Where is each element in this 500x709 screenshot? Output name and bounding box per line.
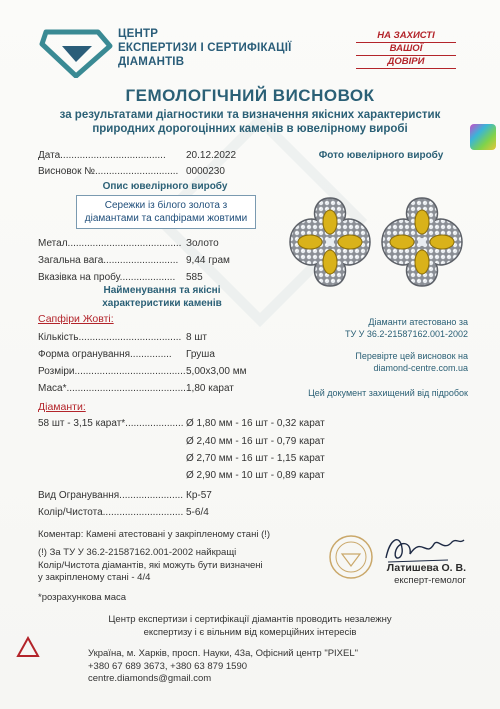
stones-heading: Найменування та якісні характеристики каменів — [102, 285, 222, 309]
photo-label: Фото ювелірного виробу — [318, 150, 444, 161]
signer-name: Латишева О. В. — [386, 562, 466, 574]
date-row — [0, 150, 260, 164]
weight-label: Загальна вага........................... — [38, 255, 179, 266]
signer-title: експерт-гемолог — [394, 575, 466, 586]
verify-link[interactable]: diamond-centre.com.ua — [373, 363, 468, 373]
footer-address: Україна, м. Харків, просп. Науки, 43а, Офісний центр "PIXEL" — [88, 648, 359, 659]
hologram-sticker — [470, 124, 496, 150]
probe-value: 585 — [186, 272, 203, 283]
weight-value: 9,44 грам — [186, 255, 230, 266]
sapphire-mass-row: Маса*........................................... 1,80 карат — [38, 383, 234, 394]
metal-label: Метал......................................... — [38, 238, 182, 249]
verify-note: Перевірте цей висновок на diamond-centre.com.ua — [268, 350, 468, 374]
metal-value: Золото — [186, 238, 219, 249]
footer-email[interactable]: centre.diamonds@gmail.com — [88, 673, 212, 684]
footnote: *розрахункова маса — [38, 592, 127, 603]
slogan: НА ЗАХИСТІ ВАШОЇ ДОВІРИ — [356, 30, 456, 69]
protected-note: Цей документ захищений від підробок — [308, 388, 468, 398]
notes: (!) За ТУ У 36.2-21587162.001-2002 найкращі Колір/Чистота діамантів, які можуть бути визначені у закріпленому стані - 4/4 — [38, 547, 263, 583]
number-row — [0, 166, 260, 180]
sapphire-size-row: Розміри........................................ 5,00х3,00 мм — [38, 366, 247, 377]
diamonds-heading: Діаманти: — [38, 401, 86, 413]
number-value: 0000230 — [186, 166, 225, 177]
footer-disclaimer: Центр експертизи і сертифікації діамантів проводить незалежну експертизу і є вільним від комерційних інтересів — [108, 614, 392, 638]
diamond-line-4: Ø 2,90 мм - 10 шт - 0,89 карат — [186, 470, 325, 481]
number-label: Висновок №.............................. — [38, 166, 179, 177]
company-name: ЦЕНТР ЕКСПЕРТИЗИ І СЕРТИФІКАЦІЇ ДІАМАНТІВ — [118, 28, 292, 68]
document-subtitle: за результатами діагностики та визначення якісних характеристик природних дорогоцінних каменів в ювелірному виробі — [59, 109, 441, 135]
date-label: Дата...................................... — [38, 150, 166, 161]
description-text: Сережки із білого золота з діамантами та сапфірами жовтими — [84, 200, 248, 224]
description-box — [76, 195, 256, 229]
footer-triangle-icon — [16, 636, 40, 660]
company-logo-icon — [38, 26, 113, 78]
document-title: ГЕМОЛОГІЧНИЙ ВИСНОВОК — [125, 86, 375, 105]
diamond-line-2: Ø 2,40 мм - 16 шт - 0,79 карат — [186, 436, 325, 447]
footer-phones: +380 67 689 3673, +380 63 879 1590 — [88, 660, 248, 672]
diamond-total-row: 58 шт - 3,15 карат*..................... Ø 1,80 мм - 16 шт - 0,32 карат — [38, 418, 325, 429]
sapphire-count-row: Кількість..................................... 8 шт — [38, 332, 207, 343]
description-heading: Опис ювелірного виробу — [102, 181, 228, 192]
sapphires-heading: Сапфіри Жовті: — [38, 313, 114, 325]
date-value: 20.12.2022 — [186, 150, 237, 161]
weight-row — [0, 255, 260, 269]
certified-note: Діаманти атестовано за ТУ У 36.2-21587162.001-2002 — [344, 317, 468, 339]
certificate-stamp-icon — [328, 534, 374, 580]
probe-label: Вказівка на пробу.................... — [38, 272, 176, 283]
cut-row: Вид Огранування....................... Кр-57 — [38, 490, 212, 501]
color-row: Колір/Чистота............................. 5-6/4 — [38, 507, 209, 518]
diamond-line-3: Ø 2,70 мм - 16 шт - 1,15 карат — [186, 453, 325, 464]
metal-row — [0, 238, 260, 252]
jewelry-photo — [282, 192, 472, 292]
sapphire-shape-row: Форма огранування............... Груша — [38, 349, 215, 360]
footer-contacts — [88, 648, 358, 686]
comment: Коментар: Камені атестовані у закріпленому стані (!) — [38, 529, 271, 540]
